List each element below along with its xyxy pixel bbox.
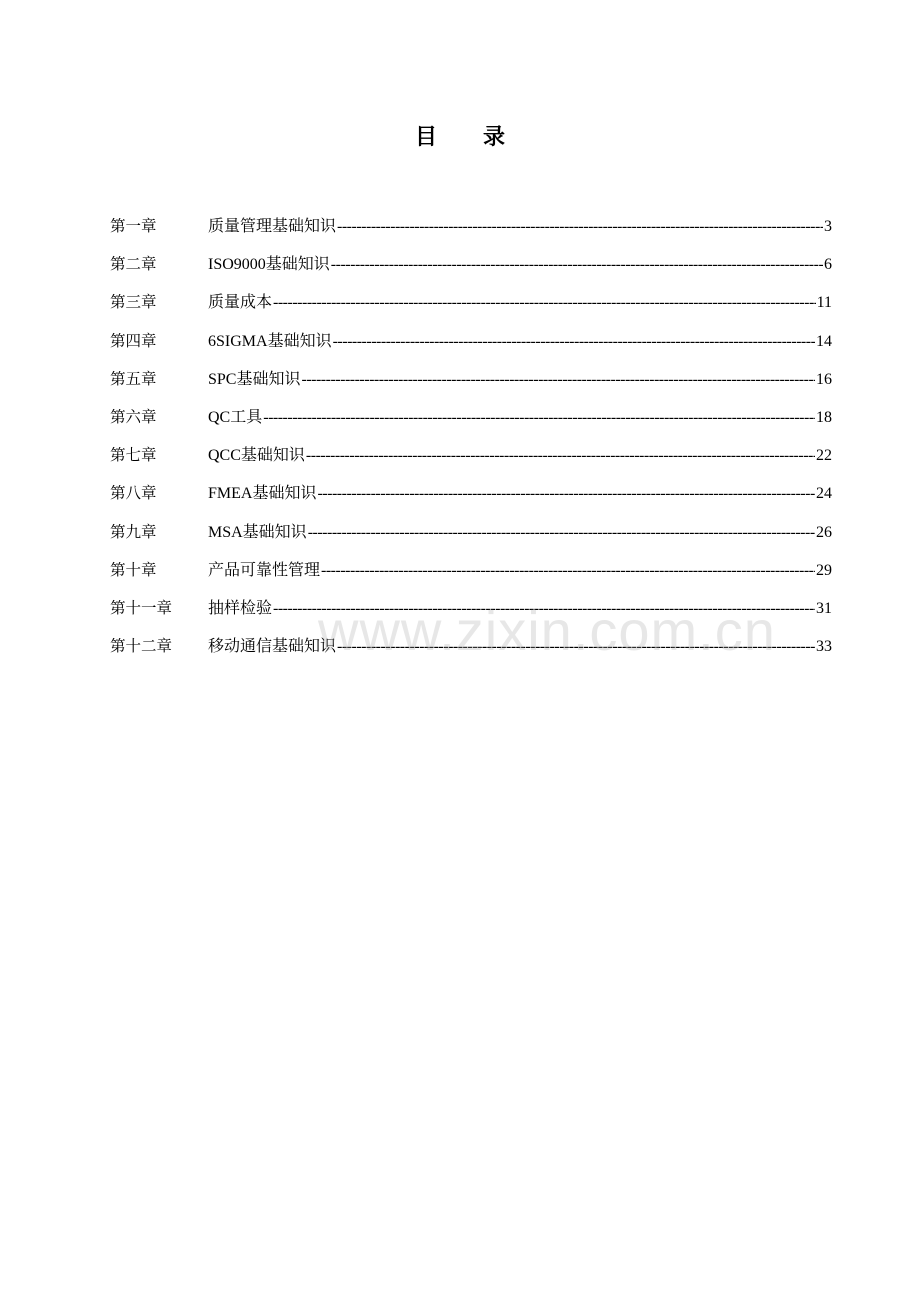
dot-leader: [308, 521, 815, 545]
page-number: 11: [816, 294, 832, 312]
page-number: 16: [816, 370, 832, 388]
toc-entry-2[interactable]: [110, 252, 832, 290]
chapter-title: 移动通信基础知识: [208, 638, 337, 656]
chapter-title: 质量成本: [208, 294, 273, 312]
table-of-contents: [110, 214, 832, 672]
watermark: www.zixin.com.cn: [318, 599, 776, 662]
toc-entry-4[interactable]: [110, 329, 832, 367]
chapter-number: 第八章: [110, 484, 157, 503]
chapter-number: 第三章: [110, 293, 157, 312]
page-number: 3: [824, 218, 832, 235]
chapter-title: 质量管理基础知识: [208, 218, 337, 235]
chapter-title: 6SIGMA基础知识: [208, 332, 332, 350]
page-number: 22: [816, 447, 832, 465]
page-title: [0, 120, 920, 151]
chapter-title: FMEA基础知识: [208, 485, 317, 503]
page-number: 26: [816, 523, 832, 541]
dot-leader: [337, 215, 823, 239]
chapter-title: ISO9000基础知识: [208, 256, 330, 274]
chapter-number: 第六章: [110, 407, 157, 426]
chapter-number: 第四章: [110, 331, 157, 350]
dot-leader: [333, 330, 815, 354]
toc-entry-3[interactable]: [110, 290, 832, 328]
chapter-number: 第九章: [110, 522, 157, 541]
page-number: 31: [816, 599, 832, 617]
page-number: 6: [824, 256, 832, 274]
chapter-number: 第十二章: [110, 637, 173, 656]
chapter-number: 第一章: [110, 217, 157, 235]
chapter-title: MSA基础知识: [208, 523, 307, 541]
toc-entry-6[interactable]: [110, 405, 832, 443]
title-char-1: 目: [414, 125, 437, 150]
toc-entry-7[interactable]: [110, 443, 832, 481]
toc-entry-8[interactable]: [110, 481, 832, 519]
toc-entry-12[interactable]: [110, 634, 832, 672]
chapter-number: 第五章: [110, 369, 157, 388]
dot-leader: [273, 597, 815, 621]
page-number: 14: [816, 332, 832, 350]
chapter-title: 产品可靠性管理: [208, 561, 321, 579]
dot-leader: [337, 635, 815, 659]
chapter-number: 第十章: [110, 560, 157, 579]
page-number: 33: [816, 638, 832, 656]
chapter-number: 第二章: [110, 255, 157, 274]
dot-leader: [273, 291, 816, 315]
toc-entry-1[interactable]: [110, 214, 832, 252]
dot-leader: [306, 444, 815, 468]
dot-leader: [331, 253, 823, 277]
toc-entry-5[interactable]: [110, 367, 832, 405]
page-number: 18: [816, 408, 832, 426]
chapter-number: 第十一章: [110, 598, 173, 617]
chapter-number: 第七章: [110, 446, 157, 465]
chapter-title: SPC基础知识: [208, 370, 301, 388]
page-number: 29: [816, 561, 832, 579]
page-number: 24: [816, 485, 832, 503]
title-char-2: 录: [483, 125, 506, 150]
chapter-title: 抽样检验: [208, 599, 273, 617]
toc-entry-10[interactable]: [110, 558, 832, 596]
dot-leader: [301, 368, 815, 392]
toc-entry-11[interactable]: [110, 596, 832, 634]
toc-entry-9[interactable]: [110, 520, 832, 558]
dot-leader: [263, 406, 815, 430]
dot-leader: [321, 559, 815, 583]
dot-leader: [317, 482, 815, 506]
chapter-title: QCC基础知识: [208, 447, 305, 465]
chapter-title: QC工具: [208, 408, 263, 426]
